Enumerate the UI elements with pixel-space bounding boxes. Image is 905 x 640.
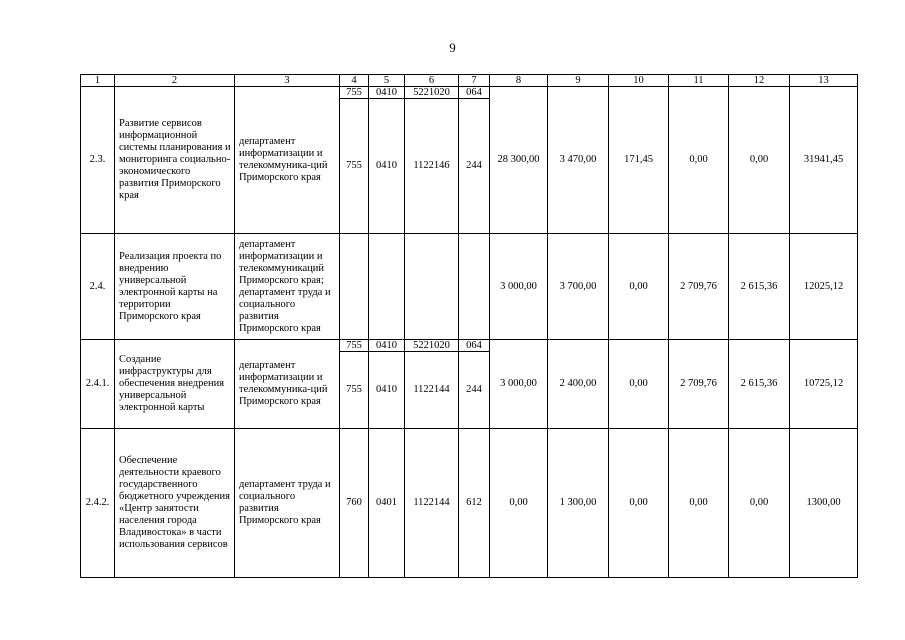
table-row [81, 87, 858, 99]
value-cell: 3 000,00 [490, 234, 548, 340]
value-cell: 12025,12 [790, 234, 858, 340]
row-name: Развитие сервисов информационной системы планирования и мониторинга социально-экономического развития Приморского края [115, 87, 235, 234]
header-cell: 4 [340, 75, 369, 87]
value-cell: 31941,45 [790, 87, 858, 234]
row-number: 2.3. [81, 87, 115, 234]
header-row [81, 75, 858, 87]
row-org: департамент информатизации и телекоммуника-ций Приморского края [235, 340, 340, 429]
code-cell: 612 [459, 429, 490, 578]
row-org: департамент информатизации и телекоммуникаций Приморского края; департамент труда и социального развития Приморского края [235, 234, 340, 340]
value-cell: 2 709,76 [669, 234, 729, 340]
value-cell: 3 700,00 [548, 234, 609, 340]
code-cell: 244 [459, 352, 490, 429]
code-cell [369, 234, 405, 340]
code-cell [340, 234, 369, 340]
code-cell: 1122146 [405, 99, 459, 234]
row-org: департамент информатизации и телекоммуника-ций Приморского края [235, 87, 340, 234]
value-cell: 1300,00 [790, 429, 858, 578]
header-cell: 11 [669, 75, 729, 87]
table-row [81, 429, 858, 578]
value-cell: 10725,12 [790, 340, 858, 429]
value-cell: 0,00 [609, 340, 669, 429]
code-cell: 064 [459, 87, 490, 99]
header-cell: 8 [490, 75, 548, 87]
page-number: 9 [449, 40, 456, 55]
value-cell: 2 400,00 [548, 340, 609, 429]
row-number: 2.4.1. [81, 340, 115, 429]
value-cell: 0,00 [609, 234, 669, 340]
header-cell: 13 [790, 75, 858, 87]
header-cell: 12 [729, 75, 790, 87]
header-cell: 2 [115, 75, 235, 87]
value-cell: 0,00 [729, 429, 790, 578]
code-cell [405, 234, 459, 340]
code-cell: 755 [340, 87, 369, 99]
value-cell: 2 615,36 [729, 340, 790, 429]
value-cell: 0,00 [609, 429, 669, 578]
value-cell: 3 470,00 [548, 87, 609, 234]
value-cell: 0,00 [669, 429, 729, 578]
code-cell: 5221020 [405, 340, 459, 352]
header-cell: 3 [235, 75, 340, 87]
value-cell: 28 300,00 [490, 87, 548, 234]
table-row [81, 340, 858, 352]
header-cell: 1 [81, 75, 115, 87]
code-cell: 755 [340, 340, 369, 352]
code-cell: 244 [459, 99, 490, 234]
row-org: департамент труда и социального развития Приморского края [235, 429, 340, 578]
value-cell: 0,00 [669, 87, 729, 234]
row-name: Обеспечение деятельности краевого государственного бюджетного учреждения «Центр занятости населения города Владивостока» в части использования сервисов [115, 429, 235, 578]
code-cell: 755 [340, 99, 369, 234]
row-name: Реализация проекта по внедрению универсальной электронной карты на территории Приморского края [115, 234, 235, 340]
header-cell: 6 [405, 75, 459, 87]
code-cell: 0410 [369, 340, 405, 352]
row-number: 2.4. [81, 234, 115, 340]
budget-table [80, 74, 858, 578]
code-cell [459, 234, 490, 340]
table-row [81, 234, 858, 340]
row-name: Создание инфраструктуры для обеспечения внедрения универсальной электронной карты [115, 340, 235, 429]
code-cell: 755 [340, 352, 369, 429]
header-cell: 9 [548, 75, 609, 87]
code-cell: 760 [340, 429, 369, 578]
code-cell: 0401 [369, 429, 405, 578]
code-cell: 1122144 [405, 429, 459, 578]
value-cell: 171,45 [609, 87, 669, 234]
header-cell: 5 [369, 75, 405, 87]
value-cell: 1 300,00 [548, 429, 609, 578]
value-cell: 3 000,00 [490, 340, 548, 429]
header-cell: 7 [459, 75, 490, 87]
code-cell: 0410 [369, 352, 405, 429]
code-cell: 064 [459, 340, 490, 352]
value-cell: 2 709,76 [669, 340, 729, 429]
row-number: 2.4.2. [81, 429, 115, 578]
value-cell: 0,00 [490, 429, 548, 578]
code-cell: 0410 [369, 87, 405, 99]
value-cell: 0,00 [729, 87, 790, 234]
code-cell: 5221020 [405, 87, 459, 99]
code-cell: 1122144 [405, 352, 459, 429]
value-cell: 2 615,36 [729, 234, 790, 340]
code-cell: 0410 [369, 99, 405, 234]
header-cell: 10 [609, 75, 669, 87]
